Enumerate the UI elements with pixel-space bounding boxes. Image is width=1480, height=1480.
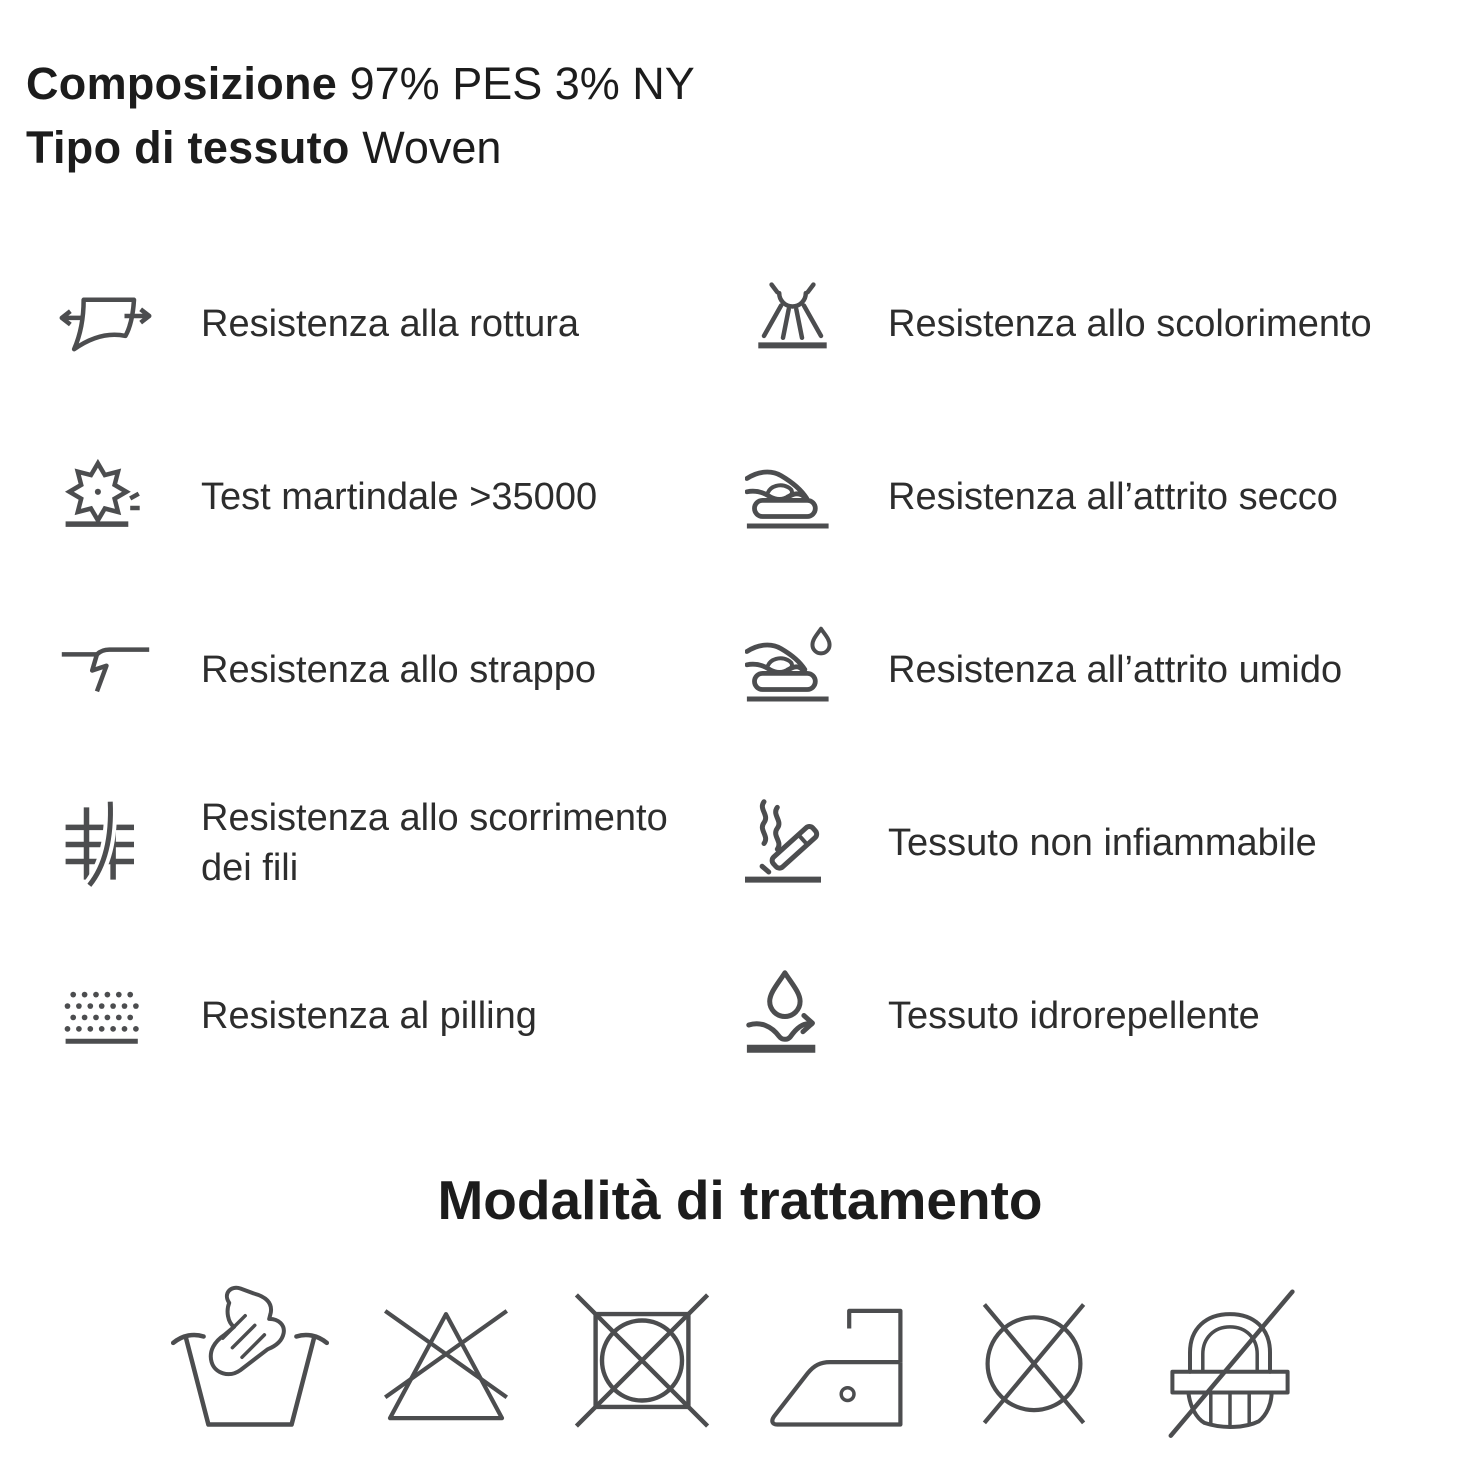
iron-icon [758, 1278, 918, 1443]
feature-column-right [745, 238, 1470, 1103]
feature-wet-rub [745, 584, 1470, 757]
non-flammable-icon [745, 796, 840, 891]
composition-value: 97% PES 3% NY [349, 58, 695, 109]
feature-label: Resistenza allo scolorimento [888, 303, 1372, 346]
feature-non-flammable [745, 757, 1470, 930]
feature-label: Resistenza all’attrito umido [888, 649, 1343, 692]
feature-label: Test martindale >35000 [201, 476, 598, 519]
feature-label: Resistenza allo strappo [201, 649, 596, 692]
thread-slippage-icon [58, 796, 153, 891]
feature-label: Resistenza alla rottura [201, 303, 580, 346]
feature-label: Resistenza al pilling [201, 995, 537, 1038]
fabric-type-label: Tipo di tessuto [26, 121, 350, 173]
composition-label: Composizione [26, 58, 338, 109]
feature-label: Resistenza allo scorrimento dei fili [201, 797, 668, 890]
tear-resistance-icon [58, 623, 153, 718]
feature-column-left [30, 238, 745, 1103]
feature-label: Tessuto non infiammabile [888, 822, 1317, 865]
fabric-type-line [26, 116, 1480, 180]
feature-label: Tessuto idrorepellente [888, 995, 1260, 1038]
fade-resistance-icon [745, 277, 840, 372]
feature-label: Resistenza all’attrito secco [888, 476, 1338, 519]
composition-line [26, 52, 1480, 116]
care-symbols-row [0, 1278, 1480, 1443]
fabric-specs-header [0, 0, 1480, 180]
wet-rub-resistance-icon [745, 623, 840, 718]
feature-martindale [30, 411, 745, 584]
pilling-resistance-icon [58, 969, 153, 1064]
water-repellent-icon [745, 969, 840, 1064]
do-not-brush-icon [1150, 1278, 1310, 1443]
tensile-strength-icon [58, 277, 153, 372]
do-not-dry-clean-icon [954, 1278, 1114, 1443]
do-not-bleach-icon [366, 1278, 526, 1443]
dry-rub-resistance-icon [745, 450, 840, 545]
do-not-tumble-dry-icon [562, 1278, 722, 1443]
fabric-type-value: Woven [362, 121, 502, 173]
feature-thread-slippage [30, 757, 745, 930]
feature-fade-resistance [745, 238, 1470, 411]
treatment-section-title: Modalità di trattamento [437, 1168, 1043, 1231]
feature-dry-rub [745, 411, 1470, 584]
feature-tensile-strength [30, 238, 745, 411]
martindale-abrasion-icon [58, 450, 153, 545]
feature-pilling [30, 930, 745, 1103]
hand-wash-icon [170, 1278, 330, 1443]
feature-grid [0, 180, 1480, 1103]
feature-tear-resistance [30, 584, 745, 757]
feature-water-repellent [745, 930, 1470, 1103]
